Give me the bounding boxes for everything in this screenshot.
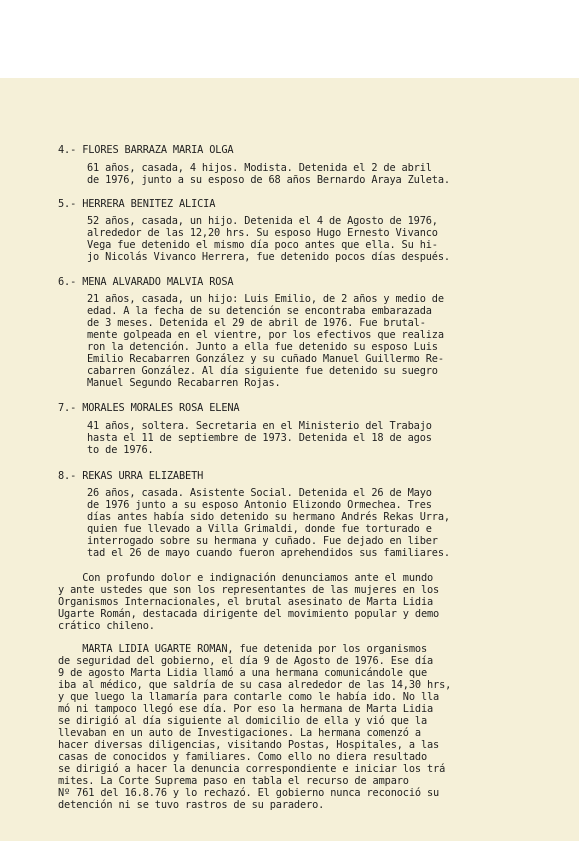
entry-line: hasta el 11 de septiembre de 1973. Detenida el 18 de agos: [87, 432, 432, 444]
entry-line: de 1976 junto a su esposo Antonio Elizondo Ormechea. Tres: [87, 499, 432, 511]
entry-line: de 3 meses. Detenida el 29 de abril de 1976. Fue brutal-: [87, 317, 426, 329]
entry-line: to de 1976.: [87, 444, 154, 456]
entry-line: edad. A la fecha de su detención se encontraba embarazada: [87, 305, 432, 317]
document-text: [0, 78, 579, 841]
entry-line: interrogado sobre su hermana y cuñado. Fue dejado en liber: [87, 535, 438, 547]
entry-line: Vega fue detenido el mismo día poco antes que ella. Su hi-: [87, 239, 438, 251]
paragraph-line: y que luego la llamaría para contarle como le había ido. No lla: [58, 691, 440, 703]
paragraph-line: Ugarte Román, destacada dirigente del movimiento popular y demo: [58, 608, 440, 620]
paragraph-line: hacer diversas diligencias, visitando Postas, Hospitales, a las: [58, 739, 440, 751]
entry-line: quien fue llevado a Villa Grimaldi, donde fue torturado e: [87, 523, 432, 535]
entry-line: jo Nicolás Vivanco Herrera, fue detenido pocos días después.: [87, 251, 450, 263]
paragraph-line: casas de conocidos y familiares. Como ello no diera resultado: [58, 751, 428, 763]
paragraph-line: se dirigió a hacer la denuncia correspondiente e iniciar los trá: [58, 763, 446, 775]
paragraph-line: Nº 761 del 16.8.76 y lo rechazó. El gobierno nunca reconoció su: [58, 787, 440, 799]
entry-line: 21 años, casada, un hijo: Luis Emilio, de 2 años y medio de: [87, 293, 444, 305]
paragraph-line: 9 de agosto Marta Lidia llamó a una hermana comunicándole que: [58, 667, 428, 679]
entry-line: ron la detención. Junto a ella fue detenido su esposo Luis: [87, 341, 438, 353]
entry-heading: 8.- REKAS URRA ELIZABETH: [58, 470, 204, 482]
entry-heading: 5.- HERRERA BENITEZ ALICIA: [58, 198, 216, 210]
entry-line: cabarren González. Al día siguiente fue detenido su suegro: [87, 365, 438, 377]
entry-line: de 1976, junto a su esposo de 68 años Bernardo Araya Zuleta.: [87, 174, 450, 186]
entry-line: tad el 26 de mayo cuando fueron aprehendidos sus familiares.: [87, 547, 450, 559]
paragraph-line: detención ni se tuvo rastros de su paradero.: [58, 799, 325, 811]
entry-line: 26 años, casada. Asistente Social. Detenida el 26 de Mayo: [87, 487, 432, 499]
entry-line: Emilio Recabarren González y su cuñado Manuel Guillermo Re-: [87, 353, 444, 365]
paragraph-line: mó ni tampoco llegó ese día. Por eso la hermana de Marta Lidia: [58, 703, 434, 715]
paragraph-line: Organismos Internacionales, el brutal asesinato de Marta Lidia: [58, 596, 434, 608]
paragraph-line: y ante ustedes que son los representantes de las mujeres en los: [58, 584, 440, 596]
entry-line: alrededor de las 12,20 hrs. Su esposo Hugo Ernesto Vivanco: [87, 227, 438, 239]
paragraph-line: se dirigió al día siguiente al domicilio de ella y vió que la: [58, 715, 428, 727]
paragraph-line: mites. La Corte Suprema paso en tabla el recurso de amparo: [58, 775, 409, 787]
paragraph-line: crático chileno.: [58, 620, 155, 632]
paragraph-line: llevaban en un auto de Investigaciones. La hermana comenzó a: [58, 727, 421, 739]
paragraph-line: de seguridad del gobierno, el día 9 de Agosto de 1976. Ese día: [58, 655, 434, 667]
entry-line: 52 años, casada, un hijo. Detenida el 4 de Agosto de 1976,: [87, 215, 438, 227]
entry-line: 41 años, soltera. Secretaria en el Ministerio del Trabajo: [87, 420, 432, 432]
entry-line: Manuel Segundo Recabarren Rojas.: [87, 377, 281, 389]
entry-heading: 7.- MORALES MORALES ROSA ELENA: [58, 402, 240, 414]
entry-line: mente golpeada en el vientre, por los efectivos que realiza: [87, 329, 444, 341]
paragraph-line: Con profundo dolor e indignación denunciamos ante el mundo: [58, 572, 434, 584]
entry-heading: 6.- MENA ALVARADO MALVIA ROSA: [58, 276, 234, 288]
paragraph-line: iba al médico, que saldría de su casa alrededor de las 14,30 hrs,: [58, 679, 452, 691]
document-page: [0, 78, 579, 841]
entry-line: días antes había sido detenido su hermano Andrés Rekas Urra,: [87, 511, 450, 523]
entry-line: 61 años, casada, 4 hijos. Modista. Detenida el 2 de abril: [87, 162, 432, 174]
paragraph-line: MARTA LIDIA UGARTE ROMAN, fue detenida por los organismos: [58, 643, 428, 655]
entry-heading: 4.- FLORES BARRAZA MARIA OLGA: [58, 144, 234, 156]
